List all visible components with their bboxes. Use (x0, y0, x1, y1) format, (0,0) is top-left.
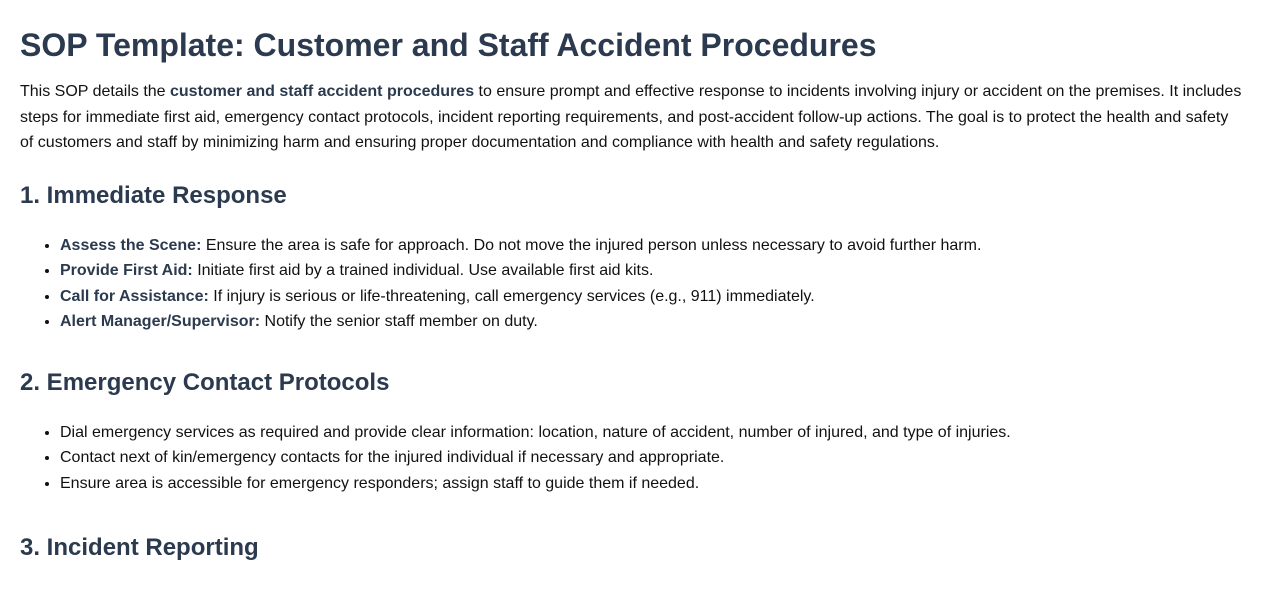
page-title: SOP Template: Customer and Staff Accident Procedures (20, 27, 877, 63)
list-item-text: If injury is serious or life-threatening, call emergency services (e.g., 911) immediately. (208, 287, 815, 305)
list-item: • Ensure area is accessible for emergency responders; assign staff to guide them if needed. (60, 471, 1243, 497)
list-item: • Contact next of kin/emergency contacts for the injured individual if necessary and appropriate. (60, 445, 1243, 471)
immediate-response-list (20, 233, 1243, 335)
list-item-text: Initiate first aid by a trained individual. Use available first aid kits. (192, 262, 654, 279)
section-heading-emergency-contact-protocols: 2. Emergency Contact Protocols (20, 368, 390, 396)
list-item (60, 258, 1243, 284)
list-item-label: Alert Manager/Supervisor: (60, 313, 261, 330)
list-item (60, 284, 1243, 310)
list-item (60, 233, 1243, 259)
list-item-text: Notify the senior staff member on duty. (260, 313, 538, 330)
intro-emphasis: customer and staff accident procedures (170, 83, 475, 100)
section-heading-immediate-response: 1. Immediate Response (20, 181, 287, 209)
section-heading-incident-reporting: 3. Incident Reporting (20, 534, 259, 561)
list-item: • Dial emergency services as required and provide clear information: location, nature of accident, number of injured, and type of injuries. (60, 420, 1243, 446)
intro-text-after: to ensure prompt and effective response to incidents involving injury or accident on the premises. It includes steps for immediate first aid, emergency contact protocols, incident reporting requirements, and post-accident follow-up actions. The goal is to protect the health and safety of customers and staff by minimizing harm and ensuring proper documentation and compliance with health and safety regulations. (20, 83, 1242, 151)
list-item-label: Provide First Aid: (60, 262, 193, 279)
list-item-label: Assess the Scene: (60, 236, 202, 254)
emergency-contact-list (20, 420, 1243, 497)
list-item-label: Call for Assistance: (60, 287, 209, 305)
list-item (60, 309, 1243, 335)
list-item-text: Ensure the area is safe for approach. Do not move the injured person unless necessary to avoid further harm. (201, 236, 982, 254)
intro-text-before: This SOP details the (20, 83, 170, 100)
intro-paragraph (20, 79, 1243, 156)
